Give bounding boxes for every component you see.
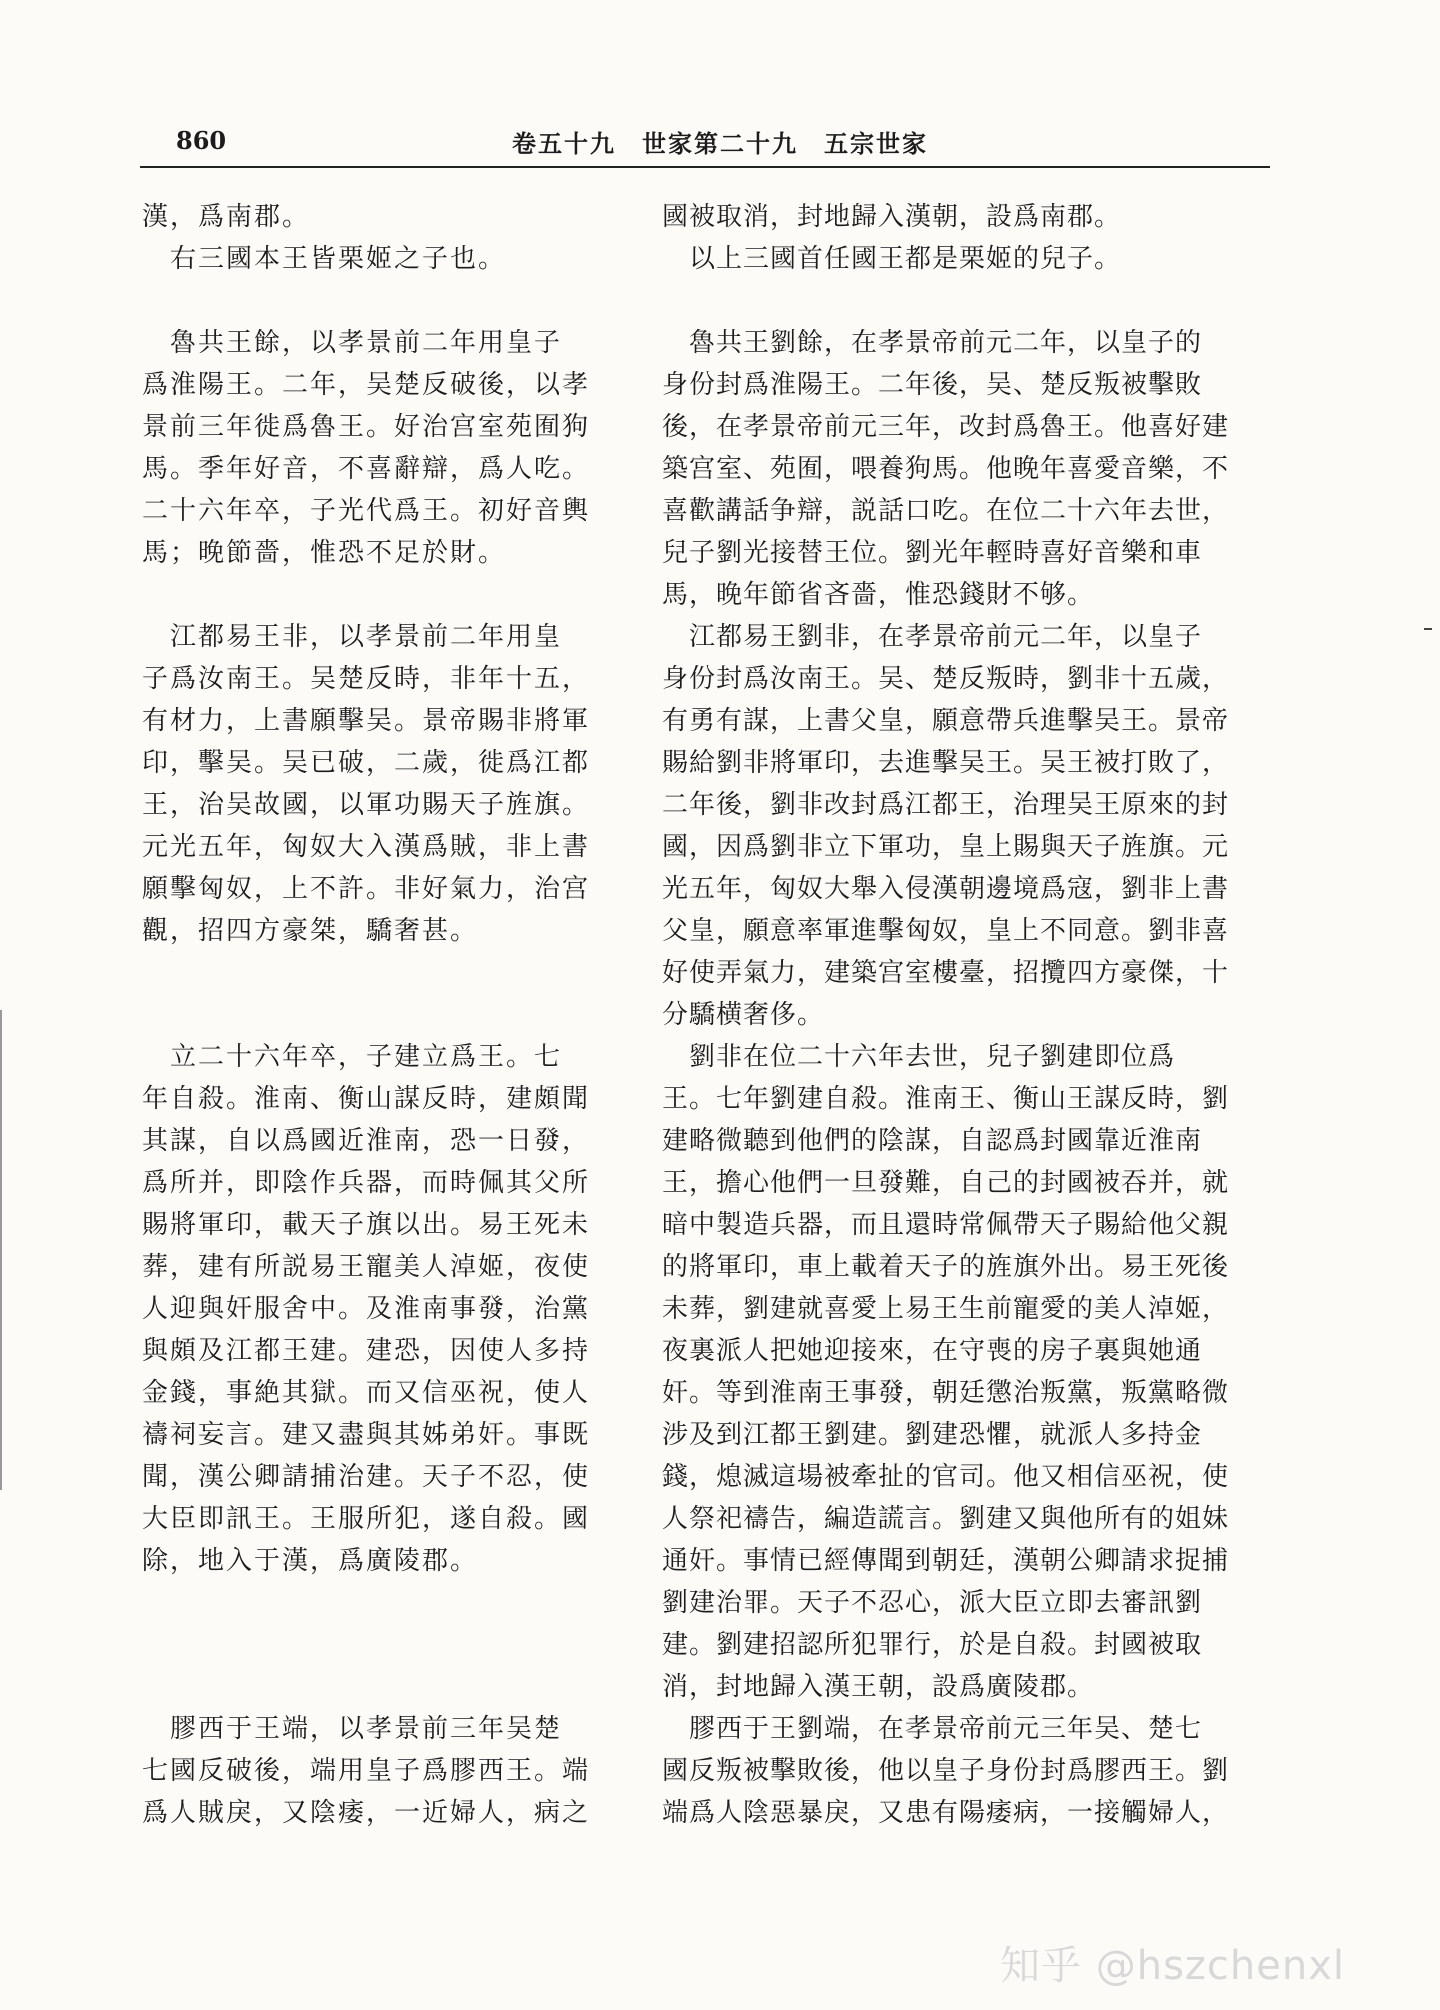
text-line: 建略微聽到他們的陰謀，自認爲封國靠近淮南 — [662, 1126, 1203, 1156]
text-line: 消，封地歸入漢王朝，設爲廣陵郡。 — [662, 1672, 1095, 1702]
text-line: 七國反破後，端用皇子爲膠西王。端 — [142, 1756, 591, 1786]
text-line: 國被取消，封地歸入漢朝，設爲南郡。 — [662, 202, 1122, 232]
paragraph-gap — [662, 280, 1274, 322]
text-line: 劉建治罪。天子不忍心，派大臣立即去審訊劉 — [662, 1588, 1203, 1618]
text-line: 王。七年劉建自殺。淮南王、衡山王謀反時，劉 — [662, 1084, 1230, 1114]
margin-mark — [1424, 628, 1432, 630]
text-line: 人迎與奸服舍中。及淮南事發，治黨 — [142, 1294, 591, 1324]
text-line: 與頗及江都王建。建恐，因使人多持 — [142, 1336, 591, 1366]
text-line: 觀，招四方豪桀，驕奢甚。 — [142, 916, 479, 946]
text-line: 聞，漢公卿請捕治建。天子不忍，使 — [142, 1462, 591, 1492]
text-line: 膠西于王端，以孝景前三年吴楚 — [142, 1714, 563, 1744]
text-line: 漢，爲南郡。 — [142, 202, 311, 232]
text-line: 賜將軍印，載天子旗以出。易王死未 — [142, 1210, 591, 1240]
text-line: 爲所并，即陰作兵器，而時佩其父所 — [142, 1168, 591, 1198]
text-line: 身份封爲淮陽王。二年後，吴、楚反叛被擊敗 — [662, 370, 1203, 400]
text-line: 二十六年卒，子光代爲王。初好音輿 — [142, 496, 591, 526]
text-line: 大臣即訊王。王服所犯，遂自殺。國 — [142, 1504, 591, 1534]
text-line: 其謀，自以爲國近淮南，恐一日發， — [142, 1126, 591, 1156]
text-line: 子爲汝南王。吴楚反時，非年十五， — [142, 664, 591, 694]
paragraph-gap — [142, 1624, 604, 1666]
text-line: 元光五年，匈奴大入漢爲賊，非上書 — [142, 832, 591, 862]
page-edge — [0, 1010, 2, 1490]
paragraph-gap — [142, 994, 604, 1036]
text-line: 立二十六年卒，子建立爲王。七 — [142, 1042, 563, 1072]
watermark: 知乎 @hszchenxl — [1000, 1943, 1345, 1989]
text-line: 國，因爲劉非立下軍功，皇上賜與天子旌旗。元 — [662, 832, 1230, 862]
paragraph-gap — [142, 1582, 604, 1624]
text-line: 後，在孝景帝前元三年，改封爲魯王。他喜好建 — [662, 412, 1230, 442]
text-line: 涉及到江都王劉建。劉建恐懼，就派人多持金 — [662, 1420, 1203, 1450]
text-line: 的將軍印，車上載着天子的旌旗外出。易王死後 — [662, 1252, 1230, 1282]
text-line: 劉非在位二十六年去世，兒子劉建即位爲 — [662, 1042, 1176, 1072]
text-line: 錢，熄滅這場被牽扯的官司。他又相信巫祝，使 — [662, 1462, 1230, 1492]
paragraph-gap — [142, 952, 604, 994]
text-line: 馬，晚年節省吝嗇，惟恐錢財不够。 — [662, 580, 1095, 610]
text-line: 年自殺。淮南、衡山謀反時，建頗聞 — [142, 1084, 591, 1114]
text-line: 江都易王劉非，在孝景帝前元二年，以皇子 — [662, 622, 1203, 652]
text-line: 馬。季年好音，不喜辭辯，爲人吃。 — [142, 454, 591, 484]
running-head: 卷五十九 世家第二十九 五宗世家 — [512, 129, 928, 158]
text-line: 奸。等到淮南王事發，朝廷懲治叛黨，叛黨略微 — [662, 1378, 1230, 1408]
classical-text-column — [142, 196, 604, 1834]
text-line: 建。劉建招認所犯罪行，於是自殺。封國被取 — [662, 1630, 1203, 1660]
text-line: 國反叛被擊敗後，他以皇子身份封爲膠西王。劉 — [662, 1756, 1230, 1786]
text-line: 人祭祀禱告，編造謊言。劉建又與他所有的姐妹 — [662, 1504, 1230, 1534]
text-line: 江都易王非，以孝景前二年用皇 — [142, 622, 563, 652]
text-line: 喜歡講話争辯，説話口吃。在位二十六年去世， — [662, 496, 1230, 526]
text-line: 築宫室、苑囿，喂養狗馬。他晚年喜愛音樂，不 — [662, 454, 1230, 484]
text-line: 分驕横奢侈。 — [662, 1000, 825, 1030]
translation-text-column — [662, 196, 1274, 1834]
text-line: 端爲人陰惡暴戾，又患有陽痿病，一接觸婦人， — [662, 1798, 1230, 1828]
text-line: 爲人賊戾，又陰痿，一近婦人，病之 — [142, 1798, 591, 1828]
text-line: 兒子劉光接替王位。劉光年輕時喜好音樂和車 — [662, 538, 1203, 568]
text-line: 景前三年徙爲魯王。好治宫室苑囿狗 — [142, 412, 591, 442]
text-line: 願擊匈奴，上不許。非好氣力，治宫 — [142, 874, 591, 904]
text-line: 夜裏派人把她迎接來，在守喪的房子裏與她通 — [662, 1336, 1203, 1366]
text-line: 賜給劉非將軍印，去進擊吴王。吴王被打敗了， — [662, 748, 1230, 778]
text-line: 右三國本王皆栗姬之子也。 — [142, 244, 507, 274]
text-line: 好使弄氣力，建築宫室樓臺，招攬四方豪傑，十 — [662, 958, 1230, 988]
text-line: 金錢，事絶其獄。而又信巫祝，使人 — [142, 1378, 591, 1408]
text-line: 王，治吴故國，以軍功賜天子旌旗。 — [142, 790, 591, 820]
text-line: 有材力，上書願擊吴。景帝賜非將軍 — [142, 706, 591, 736]
text-line: 父皇，願意率軍進擊匈奴，皇上不同意。劉非喜 — [662, 916, 1230, 946]
text-line: 暗中製造兵器，而且還時常佩帶天子賜給他父親 — [662, 1210, 1230, 1240]
text-line: 王，擔心他們一旦發難，自己的封國被吞并，就 — [662, 1168, 1230, 1198]
text-line: 魯共王劉餘，在孝景帝前元二年，以皇子的 — [662, 328, 1203, 358]
page-number: 860 — [176, 126, 227, 155]
paragraph-gap — [142, 280, 604, 322]
text-line: 印，擊吴。吴已破，二歲，徙爲江都 — [142, 748, 591, 778]
paragraph-gap — [142, 1666, 604, 1708]
text-line: 通奸。事情已經傳聞到朝廷，漢朝公卿請求捉捕 — [662, 1546, 1230, 1576]
text-line: 以上三國首任國王都是栗姬的兒子。 — [662, 244, 1122, 274]
text-line: 二年後，劉非改封爲江都王，治理吴王原來的封 — [662, 790, 1230, 820]
paragraph-gap — [142, 574, 604, 616]
text-line: 除，地入于漢，爲廣陵郡。 — [142, 1546, 479, 1576]
text-line: 膠西于王劉端，在孝景帝前元三年吴、楚七 — [662, 1714, 1203, 1744]
text-line: 禱祠妄言。建又盡與其姊弟奸。事既 — [142, 1420, 591, 1450]
text-line: 有勇有謀，上書父皇，願意帶兵進擊吴王。景帝 — [662, 706, 1230, 736]
text-line: 未葬，劉建就喜愛上易王生前寵愛的美人淖姬， — [662, 1294, 1230, 1324]
text-line: 馬；晚節嗇，惟恐不足於財。 — [142, 538, 507, 568]
text-line: 身份封爲汝南王。吴、楚反叛時，劉非十五歲， — [662, 664, 1230, 694]
text-line: 葬，建有所説易王寵美人淖姬，夜使 — [142, 1252, 591, 1282]
text-line: 光五年，匈奴大舉入侵漢朝邊境爲寇，劉非上書 — [662, 874, 1230, 904]
text-line: 爲淮陽王。二年，吴楚反破後，以孝 — [142, 370, 591, 400]
text-line: 魯共王餘，以孝景前二年用皇子 — [142, 328, 563, 358]
header-rule — [140, 166, 1270, 168]
